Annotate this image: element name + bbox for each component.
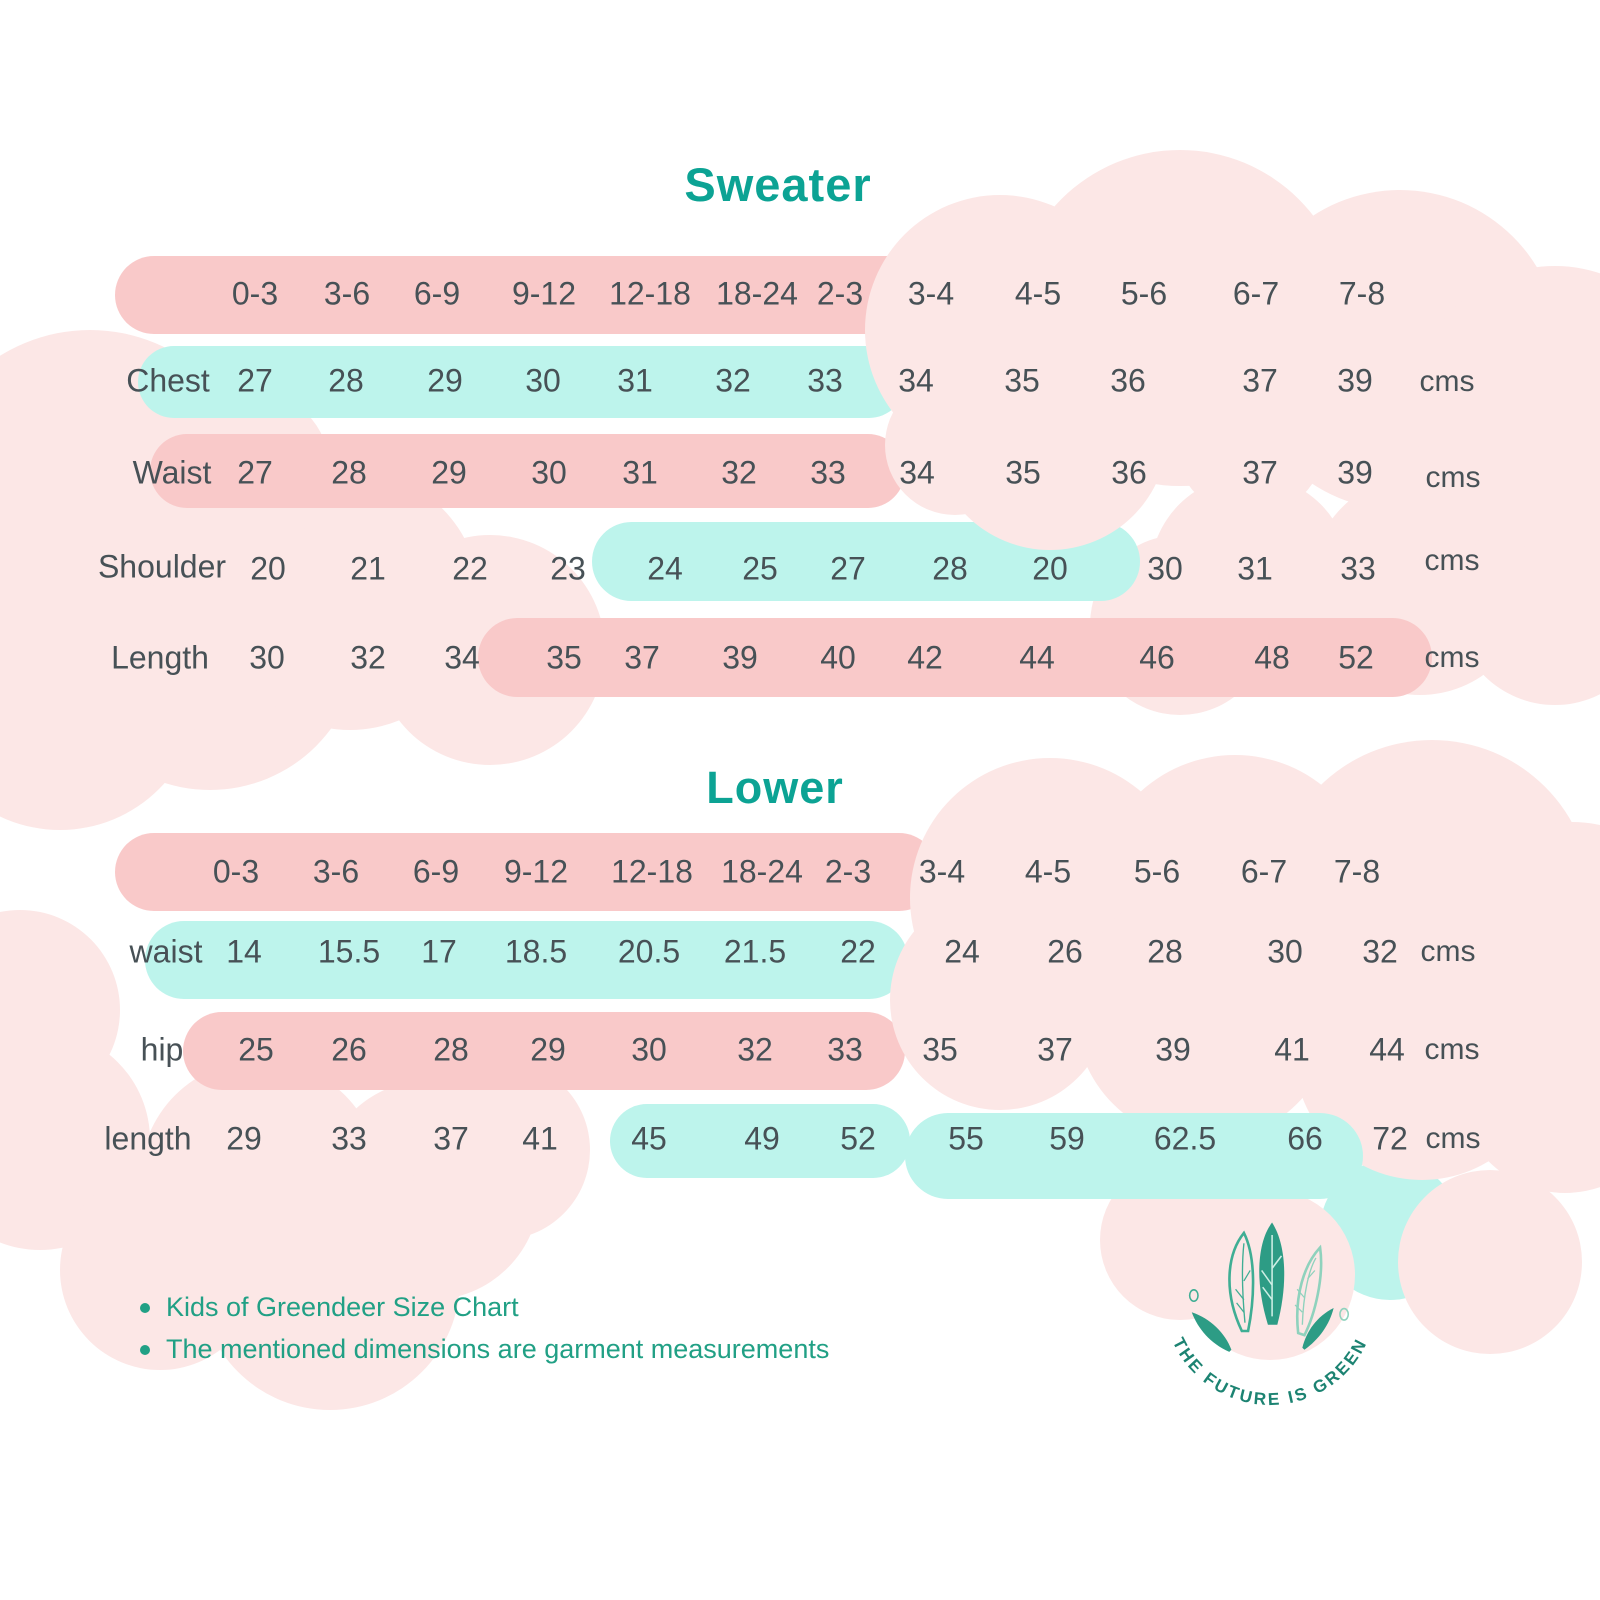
size-cell: 3-4	[918, 853, 966, 890]
unit-length: cms	[1424, 641, 1480, 674]
size-cell: 7-8	[1338, 275, 1386, 312]
value-cell: 29	[226, 1120, 262, 1157]
value-cell: 17	[421, 933, 457, 970]
size-cell: 6-7	[1240, 853, 1288, 890]
value-cell: 29	[427, 362, 463, 399]
lower-length-pill	[610, 1104, 910, 1178]
note-text: The mentioned dimensions are garment measurements	[166, 1334, 830, 1364]
size-cell: 4-5	[1014, 275, 1062, 312]
value-cell: 39	[1337, 454, 1373, 491]
size-cell: 3-6	[323, 275, 371, 312]
unit-lower-length: cms	[1425, 1122, 1481, 1155]
leaf-small-left-icon	[1192, 1312, 1232, 1352]
value-cell: 33	[1340, 550, 1376, 587]
value-cell: 59	[1049, 1120, 1085, 1157]
value-cell: 41	[1274, 1031, 1310, 1068]
note-item	[140, 1292, 829, 1323]
size-cell: 4-5	[1024, 853, 1072, 890]
value-cell: 62.5	[1153, 1120, 1217, 1157]
value-cell: 33	[810, 454, 846, 491]
lower-sizes-pill	[115, 833, 938, 911]
bullet-dot-icon	[140, 1303, 150, 1313]
size-cell: 6-7	[1232, 275, 1280, 312]
size-cell: 5-6	[1133, 853, 1181, 890]
row-label-lower-waist: waist	[129, 933, 203, 970]
value-cell: 37	[433, 1120, 469, 1157]
size-cell: 12-18	[611, 853, 693, 890]
size-cell: 0-3	[212, 853, 260, 890]
value-cell: 30	[525, 362, 561, 399]
size-cell: 18-24	[721, 853, 803, 890]
value-cell: 39	[1337, 362, 1373, 399]
value-cell: 36	[1110, 362, 1146, 399]
value-cell: 21.5	[723, 933, 787, 970]
value-cell: 32	[1362, 933, 1398, 970]
value-cell: 24	[944, 933, 980, 970]
value-cell: 31	[622, 454, 658, 491]
greendeer-logo	[1150, 1216, 1390, 1446]
value-cell: 35	[546, 639, 582, 676]
value-cell: 28	[328, 362, 364, 399]
value-cell: 28	[932, 550, 968, 587]
logo-arc-text: THE FUTURE IS GREEN	[1168, 1334, 1372, 1410]
size-cell: 5-6	[1120, 275, 1168, 312]
size-cell: 2-3	[824, 853, 872, 890]
value-cell: 26	[1047, 933, 1083, 970]
value-cell: 20	[1032, 550, 1068, 587]
value-cell: 49	[744, 1120, 780, 1157]
cloud-blob	[1398, 1170, 1582, 1354]
value-cell: 28	[331, 454, 367, 491]
value-cell: 66	[1287, 1120, 1323, 1157]
lower-hip-pill	[183, 1012, 905, 1090]
size-cell: 2-3	[816, 275, 864, 312]
value-cell: 33	[827, 1031, 863, 1068]
value-cell: 42	[907, 639, 943, 676]
unit-shoulder: cms	[1424, 544, 1480, 577]
value-cell: 22	[840, 933, 876, 970]
unit-lower-hip: cms	[1424, 1033, 1480, 1066]
value-cell: 29	[530, 1031, 566, 1068]
sweater-title: Sweater	[684, 158, 872, 211]
value-cell: 37	[1242, 362, 1278, 399]
value-cell: 31	[617, 362, 653, 399]
value-cell: 52	[1338, 639, 1374, 676]
value-cell: 32	[715, 362, 751, 399]
value-cell: 27	[830, 550, 866, 587]
value-cell: 22	[452, 550, 488, 587]
value-cell: 37	[1037, 1031, 1073, 1068]
value-cell: 28	[433, 1031, 469, 1068]
value-cell: 30	[249, 639, 285, 676]
value-cell: 20.5	[617, 933, 681, 970]
value-cell: 14	[226, 933, 262, 970]
size-cell: 9-12	[511, 275, 577, 312]
sweater-chest-pill	[138, 346, 905, 418]
value-cell: 20	[250, 550, 286, 587]
unit-waist: cms	[1425, 461, 1481, 494]
row-label-lower-length: length	[104, 1120, 192, 1157]
value-cell: 32	[350, 639, 386, 676]
value-cell: 30	[531, 454, 567, 491]
sweater-waist-pill	[150, 434, 905, 508]
value-cell: 39	[1155, 1031, 1191, 1068]
value-cell: 37	[624, 639, 660, 676]
lower-length-wide-pill	[905, 1113, 1363, 1199]
row-label-length: Length	[111, 639, 209, 676]
value-cell: 33	[331, 1120, 367, 1157]
value-cell: 35	[1005, 454, 1041, 491]
value-cell: 27	[237, 454, 273, 491]
svg-text:THE FUTURE IS GREEN	[1169, 1334, 1371, 1409]
value-cell: 46	[1139, 639, 1175, 676]
size-cell: 6-9	[413, 275, 461, 312]
value-cell: 33	[807, 362, 843, 399]
value-cell: 32	[721, 454, 757, 491]
value-cell: 45	[631, 1120, 667, 1157]
notes-list	[140, 1292, 829, 1376]
row-label-chest: Chest	[126, 362, 210, 399]
value-cell: 30	[1147, 550, 1183, 587]
lower-waist-pill	[145, 921, 908, 999]
size-cell: 7-8	[1333, 853, 1381, 890]
value-cell: 34	[898, 362, 934, 399]
value-cell: 18.5	[504, 933, 568, 970]
value-cell: 26	[331, 1031, 367, 1068]
value-cell: 23	[550, 550, 586, 587]
value-cell: 40	[820, 639, 856, 676]
size-cell: 18-24	[716, 275, 798, 312]
size-cell: 6-9	[412, 853, 460, 890]
value-cell: 30	[631, 1031, 667, 1068]
cloud-blob	[1175, 367, 1325, 517]
value-cell: 24	[647, 550, 683, 587]
value-cell: 39	[722, 639, 758, 676]
value-cell: 15.5	[317, 933, 381, 970]
lower-title: Lower	[706, 762, 844, 813]
note-item	[140, 1334, 829, 1365]
size-cell: 3-4	[907, 275, 955, 312]
value-cell: 48	[1254, 639, 1290, 676]
value-cell: 25	[742, 550, 778, 587]
value-cell: 30	[1267, 933, 1303, 970]
size-cell: 3-6	[312, 853, 360, 890]
value-cell: 34	[899, 454, 935, 491]
value-cell: 52	[840, 1120, 876, 1157]
unit-chest: cms	[1419, 365, 1475, 398]
value-cell: 44	[1369, 1031, 1405, 1068]
sweater-length-pill	[478, 618, 1432, 697]
value-cell: 28	[1147, 933, 1183, 970]
value-cell: 44	[1019, 639, 1055, 676]
value-cell: 31	[1237, 550, 1273, 587]
sweater-sizes-pill	[115, 256, 940, 334]
size-cell: 12-18	[609, 275, 691, 312]
value-cell: 41	[522, 1120, 558, 1157]
row-label-waist: Waist	[132, 454, 212, 491]
value-cell: 37	[1242, 454, 1278, 491]
value-cell: 27	[237, 362, 273, 399]
value-cell: 35	[922, 1031, 958, 1068]
value-cell: 35	[1004, 362, 1040, 399]
size-cell: 9-12	[503, 853, 569, 890]
value-cell: 32	[737, 1031, 773, 1068]
value-cell: 55	[948, 1120, 984, 1157]
seed-dot-icon	[1340, 1309, 1348, 1320]
leaf-left-icon	[1229, 1233, 1253, 1331]
seed-dot-icon	[1190, 1290, 1198, 1301]
value-cell: 34	[444, 639, 480, 676]
unit-lower-waist: cms	[1420, 935, 1476, 968]
size-cell: 0-3	[231, 275, 279, 312]
value-cell: 72	[1372, 1120, 1408, 1157]
cloud-blob	[932, 314, 1168, 550]
value-cell: 25	[238, 1031, 274, 1068]
row-label-shoulder: Shoulder	[97, 548, 227, 585]
bullet-dot-icon	[140, 1345, 150, 1355]
row-label-lower-hip: hip	[140, 1031, 184, 1068]
note-text: Kids of Greendeer Size Chart	[166, 1292, 519, 1322]
value-cell: 21	[350, 550, 386, 587]
cloud-blob	[1075, 882, 1335, 1142]
value-cell: 29	[431, 454, 467, 491]
value-cell: 36	[1111, 454, 1147, 491]
